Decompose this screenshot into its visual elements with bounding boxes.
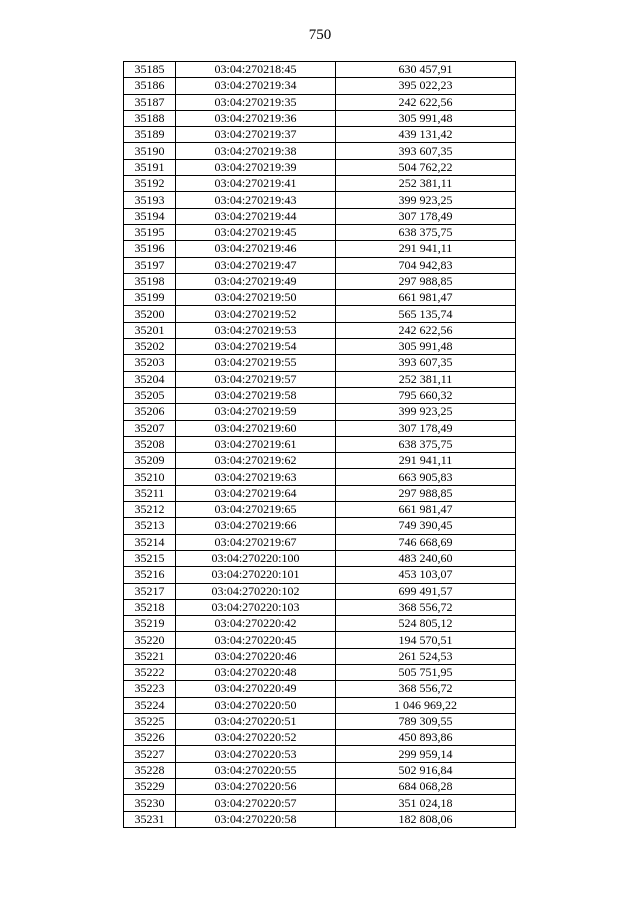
table-row [124, 534, 516, 550]
row-number-cell: 35190 [124, 143, 176, 159]
table-row [124, 713, 516, 729]
table-row [124, 94, 516, 110]
cadastral-number-cell: 03:04:270219:54 [176, 339, 336, 355]
value-cell: 789 309,55 [336, 713, 516, 729]
value-cell: 630 457,91 [336, 62, 516, 78]
value-cell: 305 991,48 [336, 339, 516, 355]
row-number-cell: 35201 [124, 322, 176, 338]
cadastral-number-cell: 03:04:270219:34 [176, 78, 336, 94]
table-row [124, 469, 516, 485]
value-cell: 663 905,83 [336, 469, 516, 485]
value-cell: 242 622,56 [336, 94, 516, 110]
cadastral-number-cell: 03:04:270219:57 [176, 371, 336, 387]
table-row [124, 550, 516, 566]
table-row [124, 339, 516, 355]
table-row [124, 648, 516, 664]
cadastral-number-cell: 03:04:270219:41 [176, 176, 336, 192]
cadastral-number-cell: 03:04:270219:50 [176, 290, 336, 306]
row-number-cell: 35202 [124, 339, 176, 355]
row-number-cell: 35216 [124, 567, 176, 583]
cadastral-number-cell: 03:04:270219:46 [176, 241, 336, 257]
value-cell: 684 068,28 [336, 779, 516, 795]
row-number-cell: 35225 [124, 713, 176, 729]
value-cell: 194 570,51 [336, 632, 516, 648]
row-number-cell: 35192 [124, 176, 176, 192]
cadastral-number-cell: 03:04:270220:48 [176, 664, 336, 680]
row-number-cell: 35205 [124, 387, 176, 403]
cadastral-number-cell: 03:04:270220:100 [176, 550, 336, 566]
value-cell: 368 556,72 [336, 599, 516, 615]
table-row [124, 371, 516, 387]
value-cell: 504 762,22 [336, 159, 516, 175]
table-row [124, 62, 516, 78]
cadastral-number-cell: 03:04:270219:59 [176, 404, 336, 420]
table-row [124, 664, 516, 680]
cadastral-number-cell: 03:04:270220:102 [176, 583, 336, 599]
row-number-cell: 35214 [124, 534, 176, 550]
table-row [124, 583, 516, 599]
value-cell: 749 390,45 [336, 518, 516, 534]
table-row [124, 355, 516, 371]
value-cell: 453 103,07 [336, 567, 516, 583]
cadastral-number-cell: 03:04:270219:67 [176, 534, 336, 550]
value-cell: 393 607,35 [336, 355, 516, 371]
value-cell: 182 808,06 [336, 811, 516, 827]
table-row [124, 616, 516, 632]
cadastral-number-cell: 03:04:270219:52 [176, 306, 336, 322]
row-number-cell: 35193 [124, 192, 176, 208]
row-number-cell: 35186 [124, 78, 176, 94]
cadastral-number-cell: 03:04:270219:35 [176, 94, 336, 110]
cadastral-number-cell: 03:04:270220:101 [176, 567, 336, 583]
value-cell: 307 178,49 [336, 208, 516, 224]
table-row [124, 110, 516, 126]
table-row [124, 730, 516, 746]
value-cell: 399 923,25 [336, 404, 516, 420]
row-number-cell: 35228 [124, 762, 176, 778]
table-row [124, 241, 516, 257]
cadastral-number-cell: 03:04:270219:45 [176, 224, 336, 240]
value-cell: 439 131,42 [336, 127, 516, 143]
cadastral-number-cell: 03:04:270220:53 [176, 746, 336, 762]
row-number-cell: 35196 [124, 241, 176, 257]
table-row [124, 485, 516, 501]
cadastral-number-cell: 03:04:270219:38 [176, 143, 336, 159]
row-number-cell: 35212 [124, 502, 176, 518]
table-row [124, 387, 516, 403]
data-table [123, 61, 516, 828]
table-row [124, 502, 516, 518]
value-cell: 795 660,32 [336, 387, 516, 403]
cadastral-number-cell: 03:04:270220:42 [176, 616, 336, 632]
cadastral-number-cell: 03:04:270219:62 [176, 453, 336, 469]
table-row [124, 681, 516, 697]
row-number-cell: 35229 [124, 779, 176, 795]
value-cell: 261 524,53 [336, 648, 516, 664]
value-cell: 746 668,69 [336, 534, 516, 550]
row-number-cell: 35230 [124, 795, 176, 811]
cadastral-number-cell: 03:04:270219:63 [176, 469, 336, 485]
table-row [124, 420, 516, 436]
cadastral-number-cell: 03:04:270219:64 [176, 485, 336, 501]
cadastral-number-cell: 03:04:270220:103 [176, 599, 336, 615]
cadastral-number-cell: 03:04:270219:37 [176, 127, 336, 143]
value-cell: 307 178,49 [336, 420, 516, 436]
table-row [124, 257, 516, 273]
cadastral-number-cell: 03:04:270219:44 [176, 208, 336, 224]
cadastral-number-cell: 03:04:270219:47 [176, 257, 336, 273]
table-row [124, 306, 516, 322]
value-cell: 393 607,35 [336, 143, 516, 159]
row-number-cell: 35231 [124, 811, 176, 827]
cadastral-number-cell: 03:04:270219:55 [176, 355, 336, 371]
cadastral-number-cell: 03:04:270219:58 [176, 387, 336, 403]
value-cell: 368 556,72 [336, 681, 516, 697]
cadastral-number-cell: 03:04:270220:45 [176, 632, 336, 648]
row-number-cell: 35189 [124, 127, 176, 143]
value-cell: 565 135,74 [336, 306, 516, 322]
cadastral-number-cell: 03:04:270220:52 [176, 730, 336, 746]
row-number-cell: 35223 [124, 681, 176, 697]
value-cell: 399 923,25 [336, 192, 516, 208]
table-row [124, 746, 516, 762]
table-row [124, 127, 516, 143]
value-cell: 395 022,23 [336, 78, 516, 94]
cadastral-number-cell: 03:04:270220:55 [176, 762, 336, 778]
row-number-cell: 35213 [124, 518, 176, 534]
table-row [124, 78, 516, 94]
value-cell: 299 959,14 [336, 746, 516, 762]
row-number-cell: 35207 [124, 420, 176, 436]
table-row [124, 697, 516, 713]
row-number-cell: 35227 [124, 746, 176, 762]
value-cell: 699 491,57 [336, 583, 516, 599]
value-cell: 450 893,86 [336, 730, 516, 746]
table-row [124, 518, 516, 534]
row-number-cell: 35200 [124, 306, 176, 322]
table-row [124, 632, 516, 648]
value-cell: 252 381,11 [336, 176, 516, 192]
value-cell: 638 375,75 [336, 224, 516, 240]
row-number-cell: 35199 [124, 290, 176, 306]
table-row [124, 436, 516, 452]
value-cell: 524 805,12 [336, 616, 516, 632]
value-cell: 704 942,83 [336, 257, 516, 273]
table-row [124, 208, 516, 224]
row-number-cell: 35217 [124, 583, 176, 599]
table-row [124, 273, 516, 289]
cadastral-number-cell: 03:04:270220:50 [176, 697, 336, 713]
row-number-cell: 35215 [124, 550, 176, 566]
cadastral-number-cell: 03:04:270219:65 [176, 502, 336, 518]
cadastral-number-cell: 03:04:270220:56 [176, 779, 336, 795]
value-cell: 297 988,85 [336, 273, 516, 289]
row-number-cell: 35194 [124, 208, 176, 224]
cadastral-number-cell: 03:04:270220:51 [176, 713, 336, 729]
cadastral-number-cell: 03:04:270219:49 [176, 273, 336, 289]
row-number-cell: 35218 [124, 599, 176, 615]
data-table-container [123, 61, 516, 828]
value-cell: 305 991,48 [336, 110, 516, 126]
table-row [124, 290, 516, 306]
value-cell: 483 240,60 [336, 550, 516, 566]
row-number-cell: 35206 [124, 404, 176, 420]
value-cell: 291 941,11 [336, 241, 516, 257]
table-row [124, 811, 516, 827]
table-row [124, 176, 516, 192]
table-row [124, 795, 516, 811]
row-number-cell: 35195 [124, 224, 176, 240]
cadastral-number-cell: 03:04:270219:43 [176, 192, 336, 208]
value-cell: 242 622,56 [336, 322, 516, 338]
table-row [124, 567, 516, 583]
value-cell: 661 981,47 [336, 502, 516, 518]
table-row [124, 322, 516, 338]
row-number-cell: 35224 [124, 697, 176, 713]
page-number: 750 [308, 27, 332, 43]
cadastral-number-cell: 03:04:270219:53 [176, 322, 336, 338]
table-row [124, 453, 516, 469]
value-cell: 505 751,95 [336, 664, 516, 680]
row-number-cell: 35185 [124, 62, 176, 78]
table-row [124, 762, 516, 778]
value-cell: 297 988,85 [336, 485, 516, 501]
cadastral-number-cell: 03:04:270218:45 [176, 62, 336, 78]
cadastral-number-cell: 03:04:270220:58 [176, 811, 336, 827]
row-number-cell: 35203 [124, 355, 176, 371]
row-number-cell: 35198 [124, 273, 176, 289]
row-number-cell: 35221 [124, 648, 176, 664]
value-cell: 502 916,84 [336, 762, 516, 778]
table-row [124, 779, 516, 795]
cadastral-number-cell: 03:04:270219:39 [176, 159, 336, 175]
table-row [124, 224, 516, 240]
row-number-cell: 35211 [124, 485, 176, 501]
table-body [124, 62, 516, 828]
row-number-cell: 35209 [124, 453, 176, 469]
row-number-cell: 35220 [124, 632, 176, 648]
row-number-cell: 35226 [124, 730, 176, 746]
value-cell: 351 024,18 [336, 795, 516, 811]
table-row [124, 159, 516, 175]
row-number-cell: 35222 [124, 664, 176, 680]
value-cell: 252 381,11 [336, 371, 516, 387]
row-number-cell: 35191 [124, 159, 176, 175]
cadastral-number-cell: 03:04:270220:46 [176, 648, 336, 664]
value-cell: 638 375,75 [336, 436, 516, 452]
row-number-cell: 35188 [124, 110, 176, 126]
cadastral-number-cell: 03:04:270220:49 [176, 681, 336, 697]
cadastral-number-cell: 03:04:270219:60 [176, 420, 336, 436]
row-number-cell: 35208 [124, 436, 176, 452]
value-cell: 1 046 969,22 [336, 697, 516, 713]
cadastral-number-cell: 03:04:270219:36 [176, 110, 336, 126]
row-number-cell: 35219 [124, 616, 176, 632]
value-cell: 661 981,47 [336, 290, 516, 306]
cadastral-number-cell: 03:04:270220:57 [176, 795, 336, 811]
row-number-cell: 35187 [124, 94, 176, 110]
table-row [124, 192, 516, 208]
row-number-cell: 35204 [124, 371, 176, 387]
table-row [124, 599, 516, 615]
value-cell: 291 941,11 [336, 453, 516, 469]
table-row [124, 143, 516, 159]
cadastral-number-cell: 03:04:270219:66 [176, 518, 336, 534]
table-row [124, 404, 516, 420]
row-number-cell: 35210 [124, 469, 176, 485]
row-number-cell: 35197 [124, 257, 176, 273]
cadastral-number-cell: 03:04:270219:61 [176, 436, 336, 452]
